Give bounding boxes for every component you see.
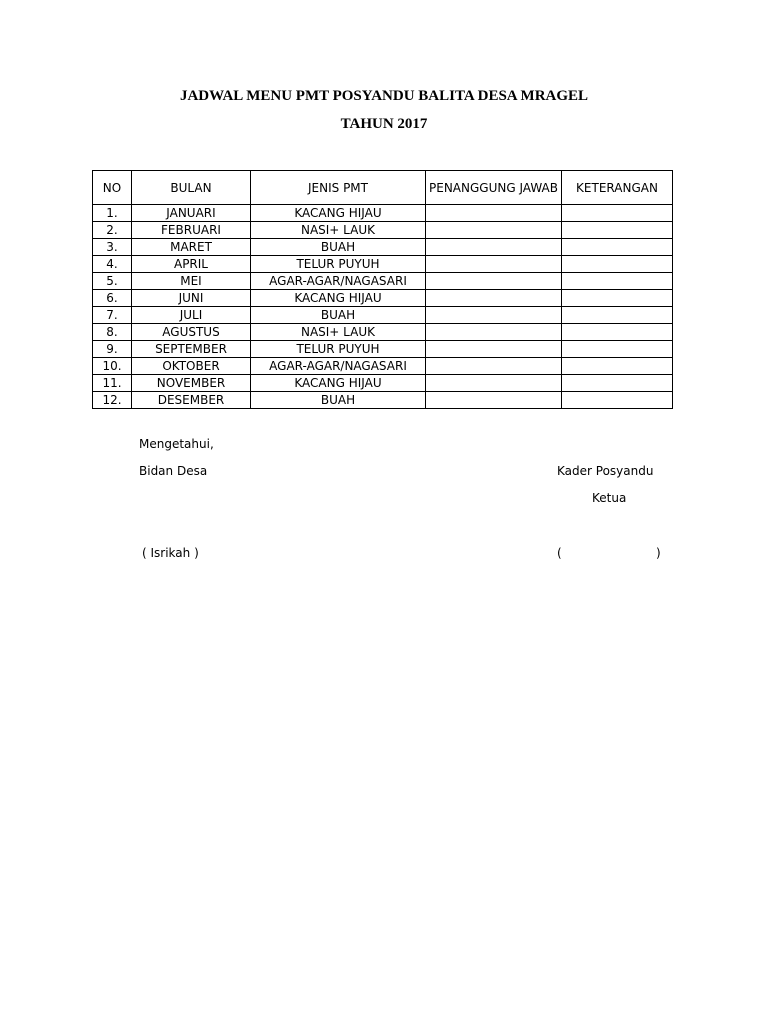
cell-bulan: JUNI <box>132 290 251 307</box>
cell-keterangan <box>562 392 673 409</box>
cell-no: 6. <box>93 290 132 307</box>
cell-keterangan <box>562 222 673 239</box>
cell-penanggung-jawab <box>426 324 562 341</box>
cell-keterangan <box>562 341 673 358</box>
cell-keterangan <box>562 324 673 341</box>
kader-posyandu-label: Kader Posyandu <box>557 464 654 478</box>
cell-jenis-pmt: BUAH <box>251 392 426 409</box>
cell-jenis-pmt: KACANG HIJAU <box>251 375 426 392</box>
cell-penanggung-jawab <box>426 205 562 222</box>
cell-keterangan <box>562 239 673 256</box>
table-row <box>93 222 673 239</box>
header-keterangan: KETERANGAN <box>562 171 673 205</box>
cell-keterangan <box>562 307 673 324</box>
ketua-label: Ketua <box>592 491 627 505</box>
cell-jenis-pmt: BUAH <box>251 307 426 324</box>
cell-keterangan <box>562 375 673 392</box>
cell-bulan: NOVEMBER <box>132 375 251 392</box>
table-row <box>93 358 673 375</box>
table-row <box>93 392 673 409</box>
cell-no: 11. <box>93 375 132 392</box>
cell-keterangan <box>562 358 673 375</box>
cell-penanggung-jawab <box>426 290 562 307</box>
cell-bulan: JANUARI <box>132 205 251 222</box>
table-row <box>93 375 673 392</box>
document-title: JADWAL MENU PMT POSYANDU BALITA DESA MRAGEL <box>179 88 589 104</box>
header-bulan: BULAN <box>132 171 251 205</box>
cell-no: 1. <box>93 205 132 222</box>
cell-penanggung-jawab <box>426 222 562 239</box>
cell-bulan: OKTOBER <box>132 358 251 375</box>
cell-jenis-pmt: BUAH <box>251 239 426 256</box>
cell-bulan: MARET <box>132 239 251 256</box>
cell-jenis-pmt: AGAR-AGAR/NAGASARI <box>251 358 426 375</box>
cell-bulan: FEBRUARI <box>132 222 251 239</box>
cell-jenis-pmt: KACANG HIJAU <box>251 290 426 307</box>
cell-keterangan <box>562 273 673 290</box>
header-penanggung-jawab: PENANGGUNG JAWAB <box>426 171 562 205</box>
cell-keterangan <box>562 256 673 273</box>
bidan-signature-name: ( Isrikah ) <box>142 546 199 560</box>
table-header-row <box>93 171 673 205</box>
cell-jenis-pmt: NASI+ LAUK <box>251 324 426 341</box>
cell-penanggung-jawab <box>426 358 562 375</box>
header-jenis-pmt: JENIS PMT <box>251 171 426 205</box>
cell-bulan: JULI <box>132 307 251 324</box>
cell-penanggung-jawab <box>426 341 562 358</box>
cell-penanggung-jawab <box>426 256 562 273</box>
table-row <box>93 239 673 256</box>
cell-bulan: MEI <box>132 273 251 290</box>
table-row <box>93 273 673 290</box>
ketua-signature-open-paren: ( <box>557 546 562 560</box>
ketua-signature-close-paren: ) <box>656 546 661 560</box>
table-row <box>93 324 673 341</box>
table-row <box>93 341 673 358</box>
cell-jenis-pmt: KACANG HIJAU <box>251 205 426 222</box>
table-row <box>93 307 673 324</box>
cell-no: 7. <box>93 307 132 324</box>
cell-no: 5. <box>93 273 132 290</box>
cell-no: 2. <box>93 222 132 239</box>
cell-no: 3. <box>93 239 132 256</box>
cell-no: 8. <box>93 324 132 341</box>
cell-jenis-pmt: TELUR PUYUH <box>251 256 426 273</box>
cell-bulan: APRIL <box>132 256 251 273</box>
cell-keterangan <box>562 205 673 222</box>
cell-jenis-pmt: AGAR-AGAR/NAGASARI <box>251 273 426 290</box>
cell-no: 4. <box>93 256 132 273</box>
pmt-schedule-table <box>92 170 673 409</box>
cell-penanggung-jawab <box>426 239 562 256</box>
mengetahui-label: Mengetahui, <box>139 437 214 451</box>
bidan-desa-label: Bidan Desa <box>139 464 208 478</box>
cell-keterangan <box>562 290 673 307</box>
table-row <box>93 290 673 307</box>
cell-bulan: DESEMBER <box>132 392 251 409</box>
cell-jenis-pmt: TELUR PUYUH <box>251 341 426 358</box>
cell-bulan: AGUSTUS <box>132 324 251 341</box>
cell-no: 12. <box>93 392 132 409</box>
cell-penanggung-jawab <box>426 307 562 324</box>
table-body <box>93 205 673 409</box>
cell-jenis-pmt: NASI+ LAUK <box>251 222 426 239</box>
cell-penanggung-jawab <box>426 273 562 290</box>
header-no: NO <box>93 171 132 205</box>
table-row <box>93 256 673 273</box>
table-row <box>93 205 673 222</box>
cell-penanggung-jawab <box>426 375 562 392</box>
cell-no: 10. <box>93 358 132 375</box>
cell-bulan: SEPTEMBER <box>132 341 251 358</box>
document-year: TAHUN 2017 <box>340 116 428 132</box>
cell-no: 9. <box>93 341 132 358</box>
cell-penanggung-jawab <box>426 392 562 409</box>
